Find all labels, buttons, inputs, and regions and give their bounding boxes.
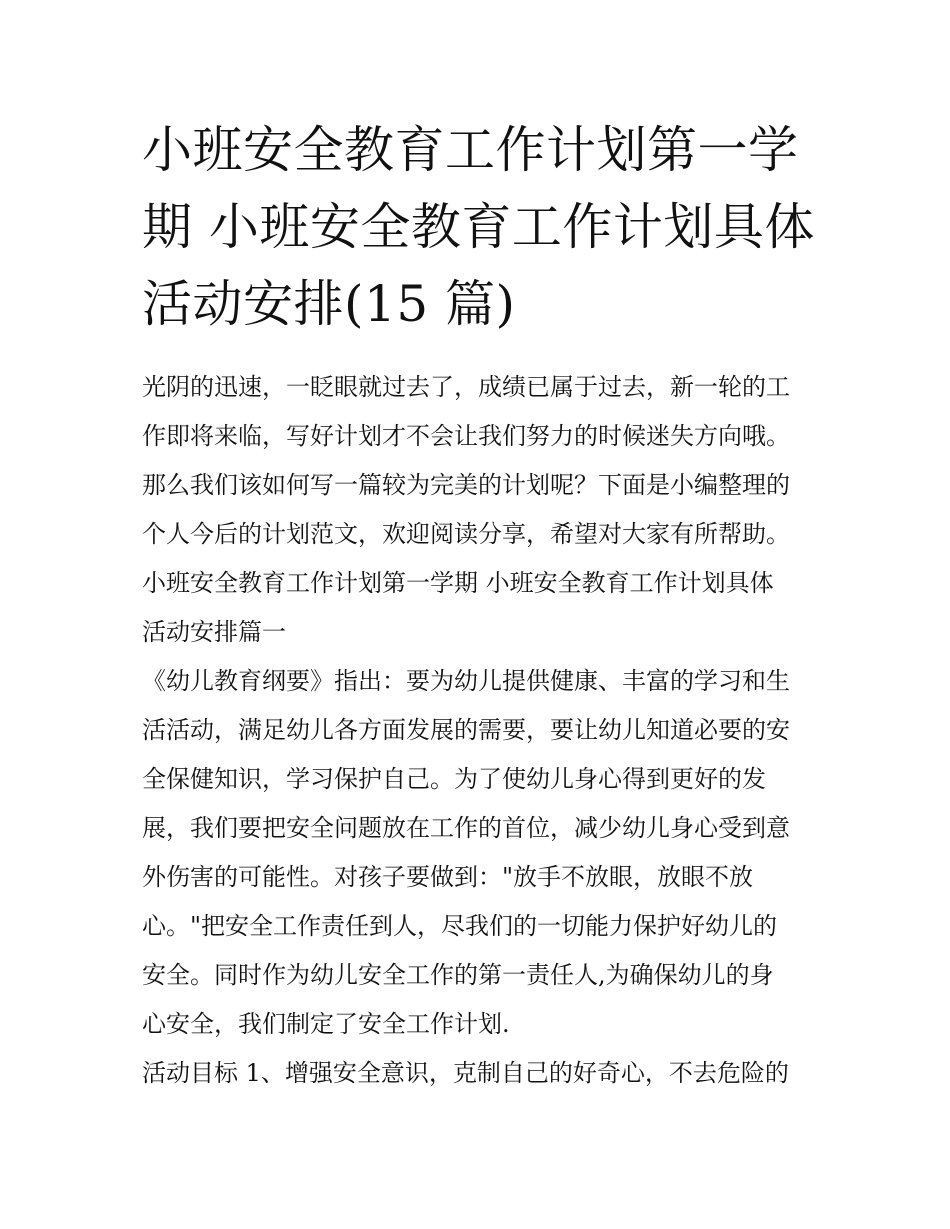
- paragraph-1-line-5: 外伤害的可能性。对孩子要做到："放手不放眼，放眼不放: [142, 863, 754, 891]
- paragraph-1: [142, 657, 814, 1049]
- intro-line-3: 那么我们该如何写一篇较为完美的计划呢？下面是小编整理的: [142, 471, 790, 499]
- heading-line-1: 小班安全教育工作计划第一学期 小班安全教育工作计划具体: [142, 569, 774, 597]
- paragraph-1-line-8: 心安全，我们制定了安全工作计划.: [142, 1010, 510, 1038]
- paragraph-2-line-1: 活动目标 1、增强安全意识，克制自己的好奇心，不去危险的: [142, 1059, 789, 1087]
- intro-paragraph: [142, 363, 814, 559]
- paragraph-1-line-4: 展，我们要把安全问题放在工作的首位，减少幼儿身心受到意: [142, 814, 790, 842]
- document-body: [142, 363, 814, 1098]
- title-line-3: 活动安排(15 篇): [142, 275, 516, 333]
- section-heading: [142, 559, 814, 657]
- document-title: [142, 112, 814, 343]
- title-line-1: 小班安全教育工作计划第一学: [142, 121, 799, 179]
- heading-line-2: 活动安排篇一: [142, 618, 286, 646]
- paragraph-2: [142, 1049, 814, 1098]
- paragraph-1-line-2: 活活动，满足幼儿各方面发展的需要，要让幼儿知道必要的安: [142, 716, 790, 744]
- document-page: [142, 112, 814, 1098]
- intro-line-2: 作即将来临，写好计划才不会让我们努力的时候迷失方向哦。: [142, 422, 790, 450]
- intro-line-1: 光阴的迅速，一眨眼就过去了，成绩已属于过去，新一轮的工: [142, 373, 790, 401]
- paragraph-1-line-3: 全保健知识，学习保护自己。为了使幼儿身心得到更好的发: [142, 765, 766, 793]
- title-line-2: 期 小班安全教育工作计划具体: [142, 198, 815, 256]
- paragraph-1-line-6: 心。"把安全工作责任到人，尽我们的一切能力保护好幼儿的: [142, 912, 778, 940]
- paragraph-1-line-7: 安全。同时作为幼儿安全工作的第一责任人,为确保幼儿的身: [142, 961, 774, 989]
- paragraph-1-line-1: 《幼儿教育纲要》指出：要为幼儿提供健康、丰富的学习和生: [142, 667, 790, 695]
- intro-line-4: 个人今后的计划范文，欢迎阅读分享，希望对大家有所帮助。: [142, 520, 790, 548]
